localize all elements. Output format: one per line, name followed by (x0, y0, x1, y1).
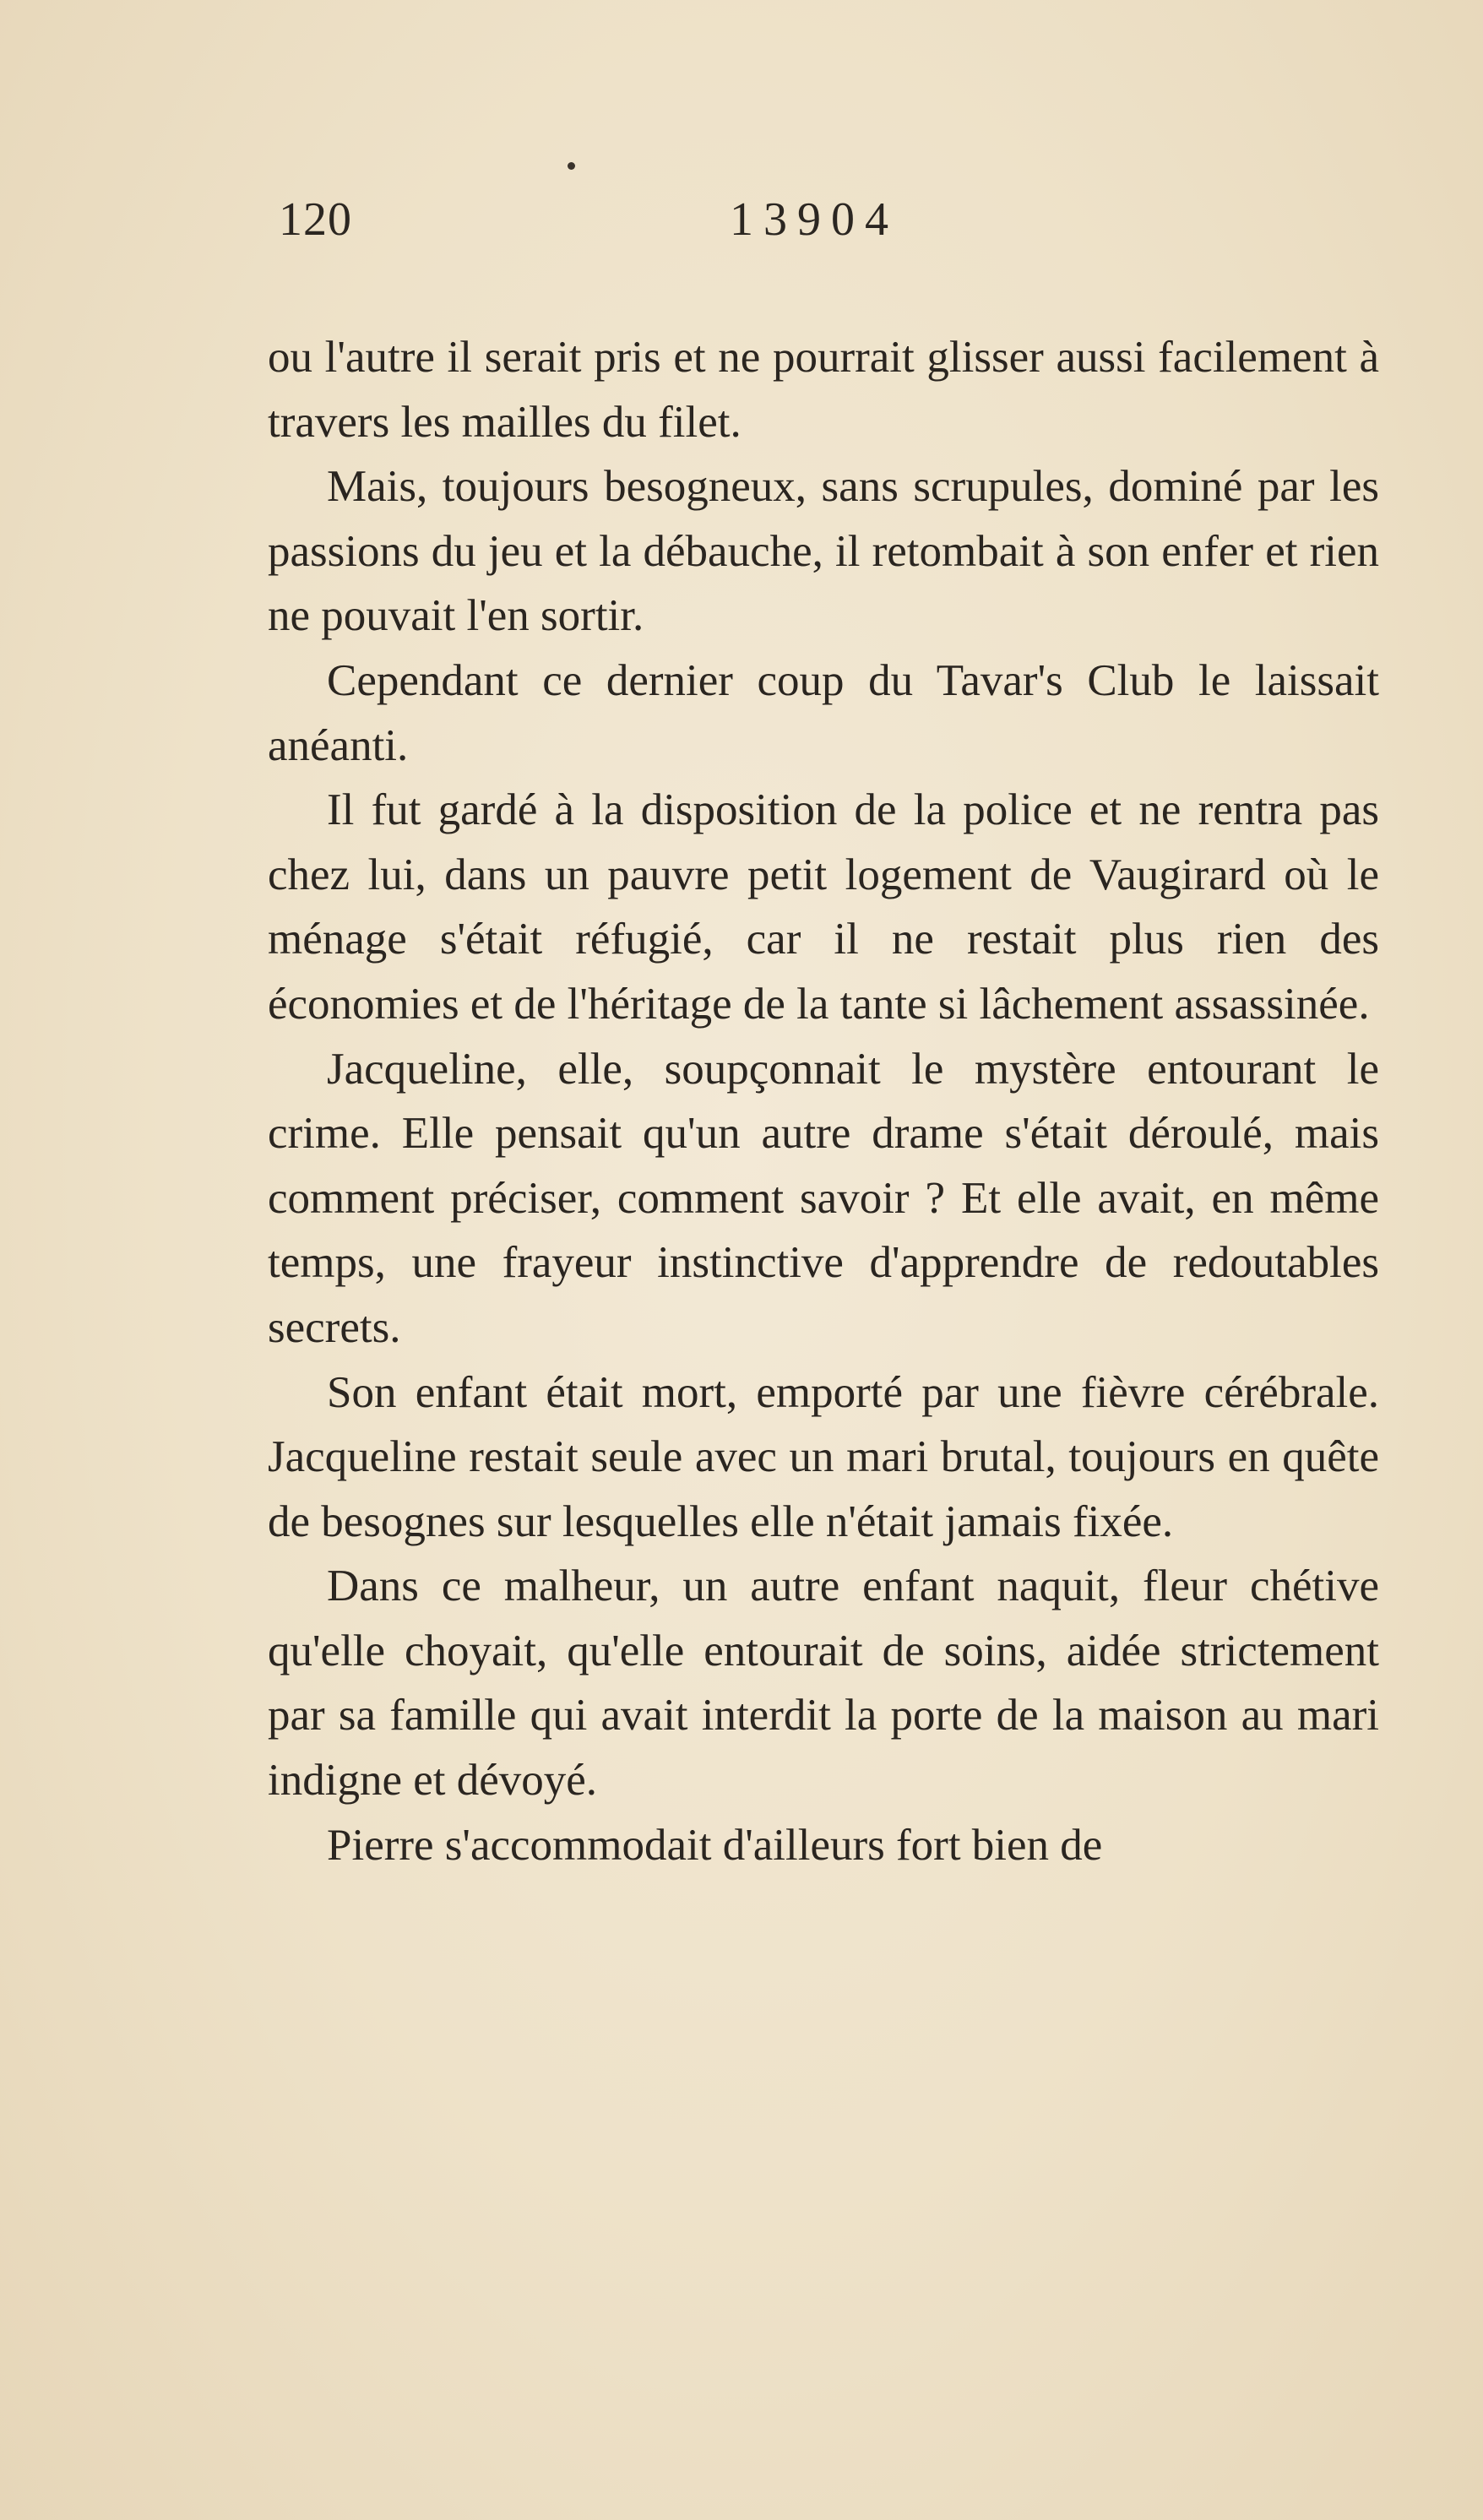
paragraph: ou l'autre il serait pris et ne pourrait glisser aussi facilement à travers les mailles du filet. (268, 333, 1379, 447)
paragraph: Dans ce malheur, un autre enfant naquit, fleur chétive qu'elle choyait, qu'elle entourait de soins, aidée strictement par sa famille qui avait interdit la porte de la maison au mari indigne et dévoyé. (268, 1561, 1379, 1806)
paragraph: Jacqueline, elle, soupçonnait le mystère entourant le crime. Elle pensait qu'un autre drame s'était déroulé, mais comment préciser, comment savoir ? Et elle avait, en même temps, une frayeur instinctive d'apprendre de redoutables secrets. (268, 1044, 1379, 1352)
ink-speck (568, 162, 575, 170)
paragraph: Pierre s'accommodait d'ailleurs fort bien de (327, 1820, 1103, 1870)
paragraph: Mais, toujours besogneux, sans scrupules, dominé par les passions du jeu et la débauche, il retombait à son enfer et rien ne pouvait l'en sortir. (268, 462, 1379, 641)
paragraph: Il fut gardé à la disposition de la police et ne rentra pas chez lui, dans un pauvre petit logement de Vaugirard où le ménage s'était réfugié, car il ne restait plus rien des économies et de l'héritage de la tante si lâchement assassinée. (268, 785, 1379, 1029)
paragraph: Son enfant était mort, emporté par une fièvre cérébrale. Jacqueline restait seule avec un mari brutal, toujours en quête de besognes sur lesquelles elle n'était jamais fixée. (268, 1367, 1379, 1546)
page-number: 120 (279, 193, 352, 246)
paragraph: Cependant ce dernier coup du Tavar's Club le laissait anéanti. (268, 655, 1379, 770)
running-head: 13904 (730, 193, 899, 246)
page-header (279, 193, 1377, 260)
body-text (268, 325, 1379, 1877)
